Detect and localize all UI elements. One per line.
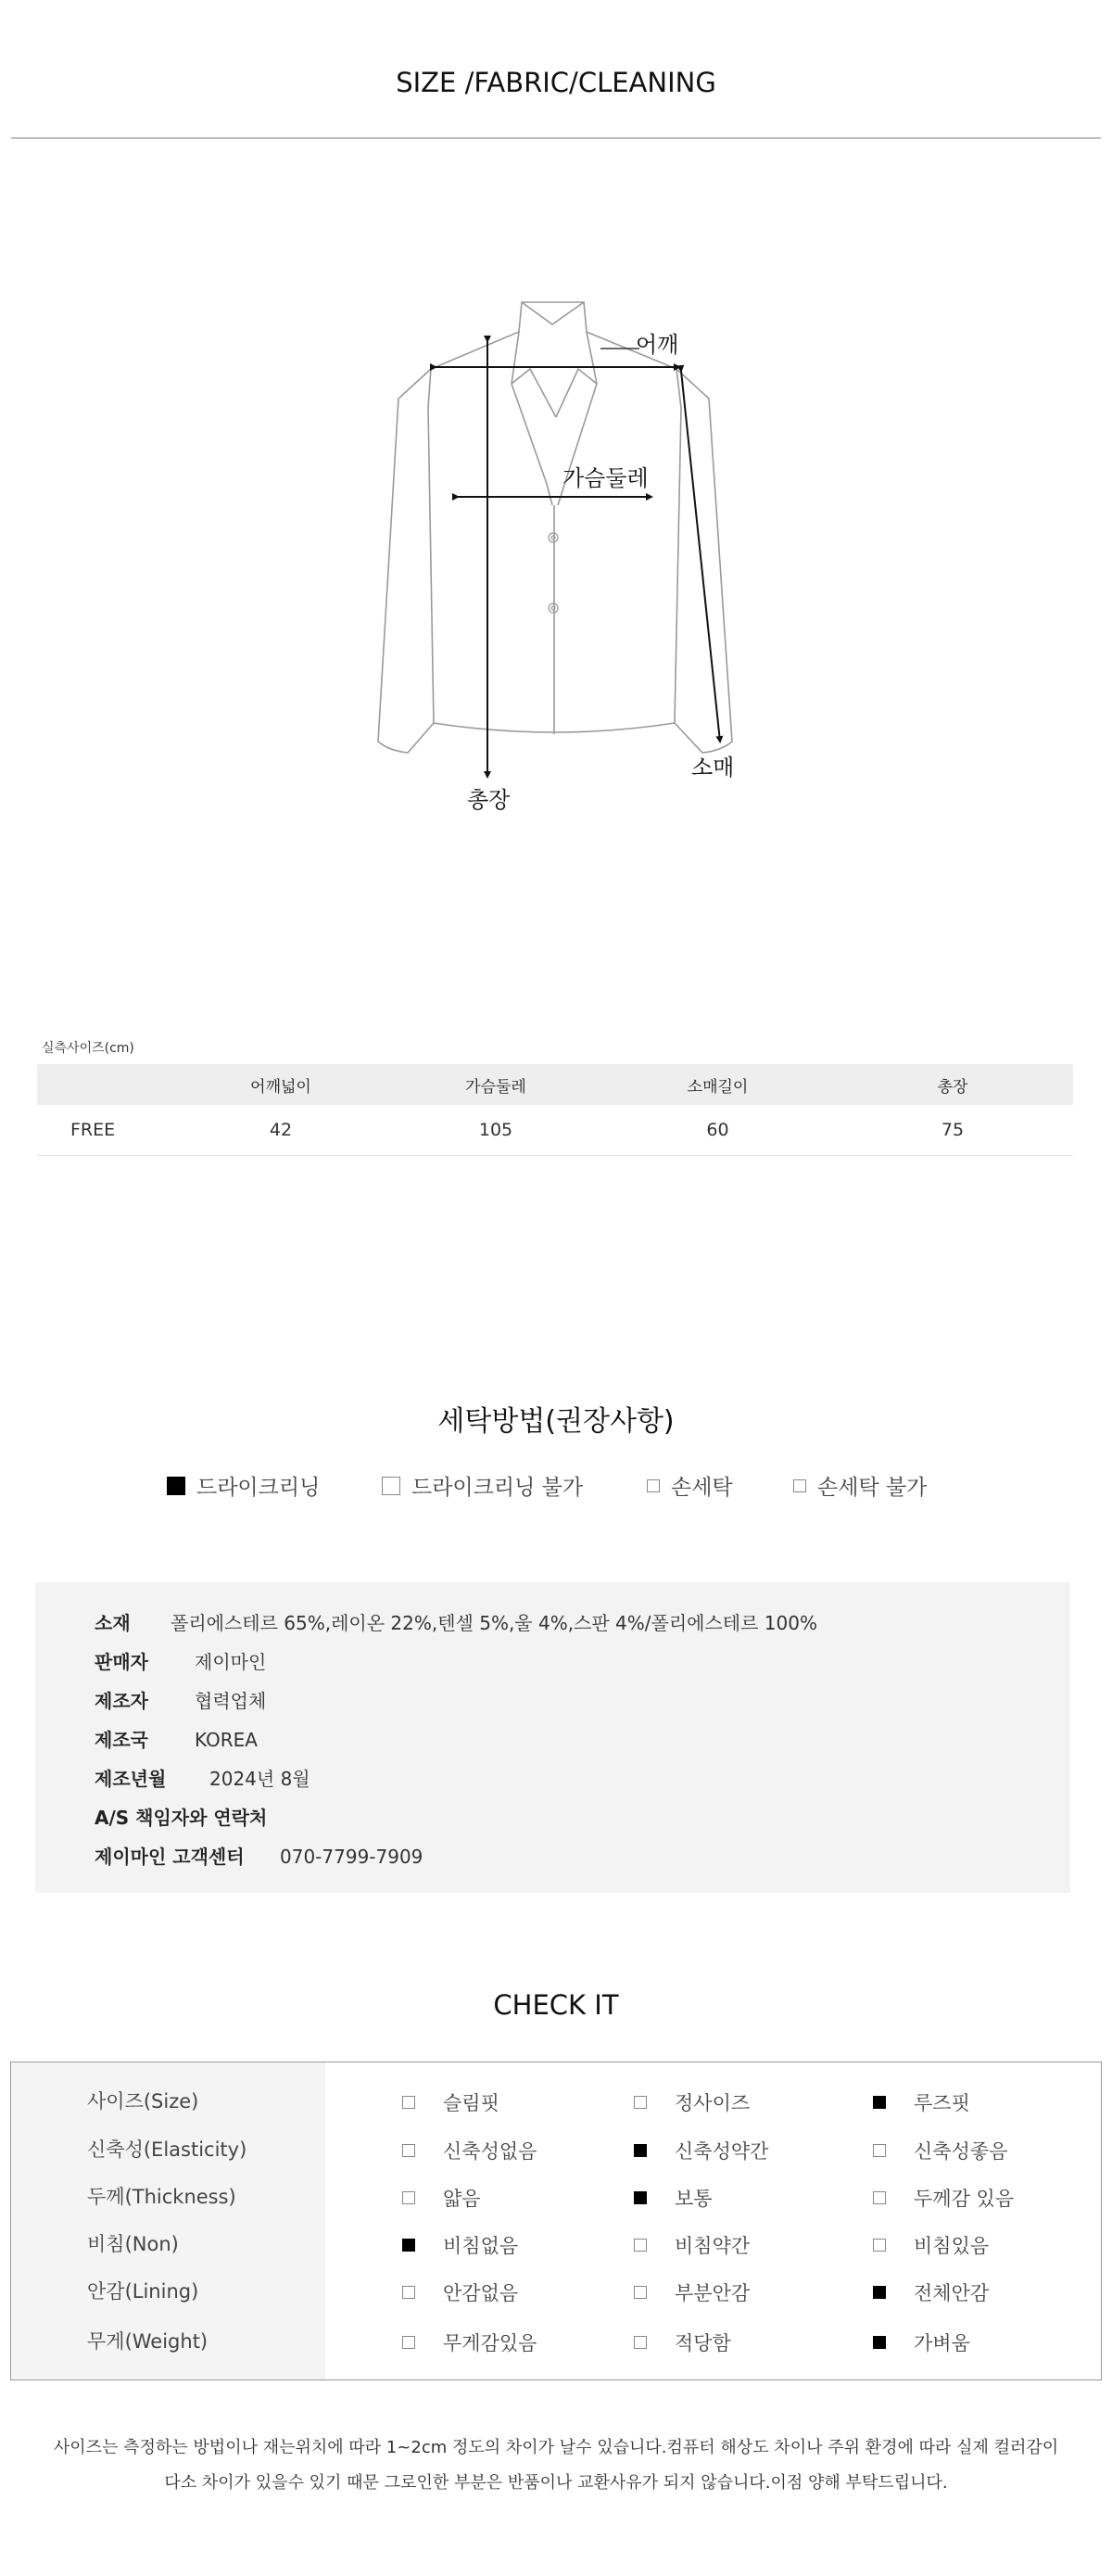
check-option <box>634 2278 750 2306</box>
info-country <box>95 1725 258 1752</box>
washing-title: 세탁방법(권장사항) <box>437 1405 675 1438</box>
check-row-label: 두께(Thickness) <box>87 2186 236 2208</box>
checkbox-empty-icon <box>402 2144 415 2157</box>
check-option-label: 비침약간 <box>675 2235 751 2257</box>
checkbox-empty-icon <box>402 2336 415 2349</box>
check-option <box>402 2278 518 2306</box>
header-divider <box>11 137 1101 139</box>
check-option-label: 신축성없음 <box>443 2140 537 2163</box>
info-key: 제이마인 고객센터 <box>95 1846 245 1868</box>
table-row <box>37 1105 1073 1156</box>
info-key: 제조년월 <box>95 1768 167 1790</box>
check-option <box>634 2088 750 2116</box>
size-cell: 60 <box>603 1105 832 1156</box>
info-value: KOREA <box>195 1729 258 1751</box>
check-option-label: 무게감있음 <box>443 2332 537 2354</box>
info-value: 제이마인 <box>195 1651 267 1673</box>
check-option-label: 정사이즈 <box>675 2092 751 2114</box>
check-option <box>402 2231 518 2259</box>
info-material <box>95 1608 817 1635</box>
info-as-contact <box>95 1803 267 1830</box>
checkbox-empty-icon <box>634 2286 647 2299</box>
checkbox-empty-icon <box>873 2191 886 2204</box>
checkbox-checked-icon <box>167 1477 185 1495</box>
washing-option-label: 드라이크리닝 <box>196 1476 321 1500</box>
size-table-header-row <box>37 1064 1073 1105</box>
check-row-label: 신축성(Elasticity) <box>87 2138 247 2161</box>
size-table-header-cell: 가슴둘레 <box>388 1064 603 1105</box>
checkbox-empty-icon <box>634 2239 647 2252</box>
info-key: 소재 <box>95 1612 131 1634</box>
check-option <box>634 2137 768 2164</box>
washing-option-hand-wash <box>647 1470 733 1501</box>
size-table-header-cell <box>37 1064 173 1105</box>
check-option-label: 비침없음 <box>443 2235 519 2257</box>
notice-line-2: 다소 차이가 있을수 있기 때문 그로인한 부분은 반품이나 교환사유가 되지 않습니다.이점 양해 부탁드립니다. <box>164 2473 948 2493</box>
check-option <box>634 2329 731 2356</box>
check-row-label: 안감(Lining) <box>87 2280 199 2303</box>
checkbox-empty-icon <box>402 2096 415 2109</box>
washing-option-label: 드라이크리닝 불가 <box>411 1476 584 1500</box>
check-option <box>402 2329 537 2356</box>
check-option <box>873 2088 970 2116</box>
info-key: A/S 책임자와 연락처 <box>95 1807 268 1829</box>
info-customer-center <box>95 1842 423 1869</box>
checkbox-checked-icon <box>873 2096 886 2109</box>
checkbox-checked-icon <box>634 2191 647 2204</box>
info-seller <box>95 1647 266 1674</box>
checkbox-empty-icon <box>382 1477 400 1495</box>
check-option-label: 안감없음 <box>443 2282 519 2304</box>
size-cell: 105 <box>388 1105 603 1156</box>
checkbox-empty-icon <box>873 2239 886 2252</box>
size-table-header-cell: 어깨넓이 <box>173 1064 388 1105</box>
info-value: 협력업체 <box>195 1690 267 1712</box>
checkbox-empty-icon <box>402 2191 415 2204</box>
check-option <box>402 2184 481 2212</box>
check-option <box>873 2278 989 2306</box>
checkbox-empty-icon <box>647 1479 660 1492</box>
chest-label: 가슴둘레 <box>562 465 649 491</box>
check-option-label: 얇음 <box>443 2188 481 2210</box>
check-option <box>873 2184 1014 2212</box>
sleeve-label: 소매 <box>691 755 735 780</box>
checkbox-empty-icon <box>873 2144 886 2157</box>
info-key: 판매자 <box>95 1651 148 1673</box>
info-key: 제조국 <box>95 1729 148 1751</box>
check-option-label: 슬림핏 <box>443 2092 499 2114</box>
washing-option-no-dry-clean <box>382 1470 583 1501</box>
checkbox-checked-icon <box>873 2286 886 2299</box>
checkbox-empty-icon <box>634 2336 647 2349</box>
size-cell: 42 <box>173 1105 388 1156</box>
checkbox-checked-icon <box>402 2239 415 2252</box>
check-option <box>873 2231 989 2259</box>
check-option-label: 전체안감 <box>914 2282 990 2304</box>
check-option <box>634 2184 713 2212</box>
checkbox-empty-icon <box>402 2286 415 2299</box>
shoulder-label: 어깨 <box>636 332 679 358</box>
check-option-label: 신축성약간 <box>675 2140 769 2163</box>
info-manufacturer <box>95 1686 266 1713</box>
check-option-label: 가벼움 <box>914 2332 970 2354</box>
check-option-label: 적당함 <box>675 2332 731 2354</box>
check-option-label: 비침있음 <box>914 2235 990 2257</box>
washing-option-dry-clean <box>167 1470 320 1501</box>
check-option <box>873 2329 970 2356</box>
info-value: 2024년 8월 <box>209 1768 310 1790</box>
washing-option-label: 손세탁 <box>671 1476 733 1500</box>
check-option <box>402 2137 537 2164</box>
checkbox-empty-icon <box>634 2096 647 2109</box>
check-option <box>873 2137 1007 2164</box>
check-option <box>402 2088 499 2116</box>
size-table-header-cell: 소매길이 <box>603 1064 832 1105</box>
length-label: 총장 <box>467 787 511 813</box>
checkbox-empty-icon <box>793 1479 806 1492</box>
check-it-title: CHECK IT <box>493 1989 619 2021</box>
notice-line-1: 사이즈는 측정하는 방법이나 재는위치에 따라 1~2cm 정도의 차이가 날수 있습니다.컴퓨터 해상도 차이나 주위 환경에 따라 실제 컬러감이 <box>53 2438 1059 2457</box>
check-option-label: 보통 <box>675 2188 713 2210</box>
check-option-label: 부분안감 <box>675 2282 751 2304</box>
size-table-header-cell: 총장 <box>832 1064 1073 1105</box>
jacket-measurement-diagram <box>361 287 751 825</box>
check-option-label: 루즈핏 <box>914 2092 970 2114</box>
size-row-label: FREE <box>37 1105 173 1156</box>
info-value: 폴리에스테르 65%,레이온 22%,텐셀 5%,울 4%,스판 4%/폴리에스테르 100% <box>171 1612 817 1634</box>
check-row-label: 무게(Weight) <box>87 2330 208 2353</box>
page-title: SIZE /FABRIC/CLEANING <box>396 67 716 98</box>
size-table <box>37 1064 1073 1156</box>
check-it-table <box>10 2062 1102 2380</box>
check-option <box>634 2231 750 2259</box>
check-option-label: 신축성좋음 <box>914 2140 1008 2163</box>
info-value: 070-7799-7909 <box>280 1846 423 1868</box>
washing-option-no-hand-wash <box>793 1470 927 1501</box>
check-row-label: 비침(Non) <box>87 2233 179 2255</box>
check-row-label: 사이즈(Size) <box>87 2090 199 2113</box>
checkbox-checked-icon <box>634 2144 647 2157</box>
info-manufacture-date <box>95 1764 310 1791</box>
info-key: 제조자 <box>95 1690 148 1712</box>
washing-option-label: 손세탁 불가 <box>817 1476 928 1500</box>
check-option-label: 두께감 있음 <box>914 2188 1015 2210</box>
product-info-box <box>35 1582 1070 1893</box>
size-table-caption: 실측사이즈(cm) <box>42 1041 134 1056</box>
size-cell: 75 <box>832 1105 1073 1156</box>
checkbox-checked-icon <box>873 2336 886 2349</box>
